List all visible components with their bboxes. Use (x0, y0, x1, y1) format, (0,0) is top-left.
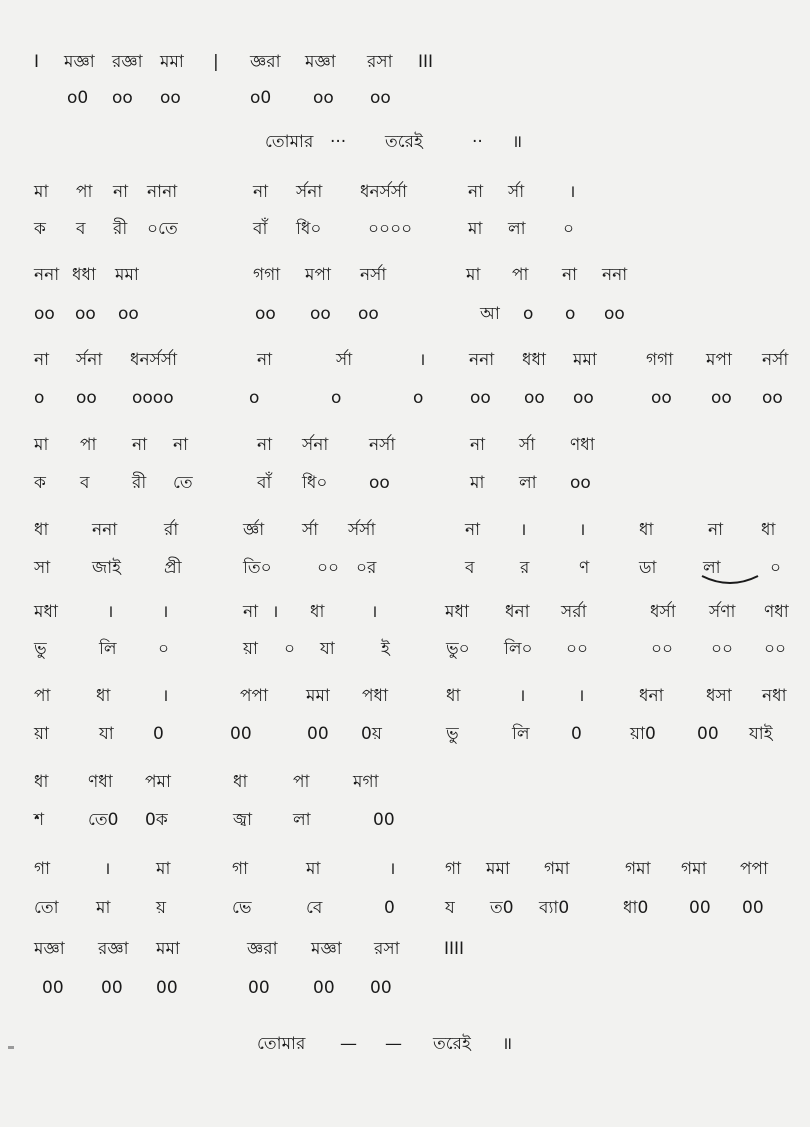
notation-cell: — (340, 1034, 357, 1054)
notation-cell: o (565, 304, 576, 324)
notation-cell: রজ্ঞা (112, 52, 143, 72)
notation-cell: না (562, 265, 578, 285)
notation-cell: নর্সা (762, 350, 789, 370)
notation-cell: ০০ (566, 639, 589, 659)
notation-cell: জ্ঞরা (250, 52, 281, 72)
notation-cell: মা (34, 182, 49, 202)
notation-line (0, 50, 810, 84)
slur-mark (700, 572, 760, 588)
notation-line (0, 976, 810, 1010)
notation-cell: ণধা (570, 435, 595, 455)
notation-cell: মমা (156, 939, 180, 959)
notation-cell: ব (76, 219, 86, 239)
notation-cell: ০০০০ (368, 219, 413, 239)
notation-line (0, 518, 810, 552)
notation-cell: লা (703, 558, 721, 578)
notation-cell: ণধা (764, 602, 789, 622)
notation-cell: ভু (446, 724, 459, 744)
notation-cell: তরেই (433, 1034, 471, 1054)
notation-cell: গমা (625, 859, 651, 879)
notation-cell: ·· (472, 132, 483, 152)
notation-cell: না (243, 602, 259, 622)
notation-cell: 00 (248, 978, 270, 998)
notation-cell: । (162, 602, 169, 622)
notation-line (0, 556, 810, 590)
notation-cell: পা (76, 182, 93, 202)
notation-cell: র্সনা (76, 350, 103, 370)
notation-cell: ব (80, 473, 90, 493)
notation-cell: তরেই (385, 132, 423, 152)
notation-cell: জ্বা (233, 810, 253, 830)
notation-cell: IIII (444, 939, 465, 959)
notation-cell: 00 (689, 898, 711, 918)
notation-cell: ধনর্সর্সা (360, 182, 408, 202)
notation-cell: 00 (373, 810, 395, 830)
notation-cell: লা (519, 473, 537, 493)
notation-cell: ০তে (147, 219, 178, 239)
notation-cell: ব (465, 558, 475, 578)
notation-cell: 0য় (361, 724, 382, 744)
notation-cell: । (578, 686, 585, 706)
notation-line (0, 348, 810, 382)
notation-cell: না (253, 182, 269, 202)
notation-cell: তি০ (243, 558, 272, 578)
notation-cell: সর্রা (561, 602, 587, 622)
notation-line (0, 600, 810, 634)
notation-cell: । (162, 686, 169, 706)
notation-cell: 00 (742, 898, 764, 918)
notation-cell: না (465, 520, 481, 540)
notation-cell: ধি০ (302, 473, 328, 493)
notation-cell: ব্যা0 (539, 898, 570, 918)
notation-cell: লা (508, 219, 526, 239)
notation-cell: oo (573, 388, 594, 408)
notation-cell: পা (34, 686, 51, 706)
notation-line (0, 684, 810, 718)
notation-cell: ধা (34, 520, 49, 540)
notation-cell: ॥ (502, 1034, 513, 1054)
notation-cell: ০০ (317, 558, 340, 578)
notation-cell: র্সা (519, 435, 536, 455)
notation-cell: র (520, 558, 530, 578)
notation-cell: গা (232, 859, 249, 879)
notation-cell: গা (445, 859, 462, 879)
notation-cell: । (569, 182, 576, 202)
notation-cell: না (257, 435, 273, 455)
notation-cell: পা (293, 772, 310, 792)
notation-line (0, 637, 810, 671)
notation-cell: ধনা (639, 686, 664, 706)
notation-cell: oo (369, 473, 390, 493)
notation-cell: পমা (145, 772, 171, 792)
notation-cell: নর্সা (360, 265, 387, 285)
notation-cell: 00 (42, 978, 64, 998)
notation-cell: ডা (639, 558, 657, 578)
notation-line (0, 857, 810, 891)
notation-line (0, 217, 810, 251)
notation-cell: নানা (147, 182, 178, 202)
notation-cell: তে0 (88, 810, 119, 830)
notation-cell: ননা (469, 350, 495, 370)
notation-cell: য়া (34, 724, 49, 744)
notation-cell: ধা (233, 772, 248, 792)
notation-cell: র্সণা (709, 602, 736, 622)
notation-line (0, 86, 810, 120)
notation-cell: oo (118, 304, 139, 324)
notation-line (0, 386, 810, 420)
notation-cell: পা (80, 435, 97, 455)
notation-cell: মা (466, 265, 481, 285)
notation-cell: ত0 (490, 898, 514, 918)
notation-cell: ক (34, 219, 46, 239)
notation-cell: । (579, 520, 586, 540)
notation-cell: oo (310, 304, 331, 324)
notation-cell: । (104, 859, 111, 879)
notation-cell: ধা (761, 520, 776, 540)
notation-cell: ননা (602, 265, 628, 285)
notation-cell: জ্ঞরা (247, 939, 278, 959)
notation-cell: মা (306, 859, 321, 879)
notation-cell: মপা (305, 265, 331, 285)
notation-cell: র্সর্সা (348, 520, 376, 540)
notation-cell: ০০ (764, 639, 787, 659)
notation-line (0, 808, 810, 842)
notation-cell: পধা (362, 686, 388, 706)
notation-cell: ধা (446, 686, 461, 706)
notation-cell: oo (762, 388, 783, 408)
notation-cell: য় (156, 898, 167, 918)
notation-cell: মমা (486, 859, 510, 879)
notation-cell: তে (173, 473, 193, 493)
notation-line (0, 263, 810, 297)
notation-cell: না (113, 182, 129, 202)
notation-cell: ধনা (505, 602, 530, 622)
notation-cell: না (257, 350, 273, 370)
notation-cell: র্জ্ঞা (243, 520, 265, 540)
notation-cell: o (249, 388, 260, 408)
notation-cell: ভু০ (446, 639, 470, 659)
notation-cell: ই (381, 639, 390, 659)
notation-cell: মা (156, 859, 171, 879)
notation-cell: ভু (34, 639, 47, 659)
notation-cell: আ (480, 304, 500, 324)
notation-cell: o0 (67, 88, 89, 108)
notation-line (0, 722, 810, 756)
notation-cell: না (173, 435, 189, 455)
notation-cell: o (331, 388, 342, 408)
notation-line (0, 1032, 810, 1066)
notation-line (0, 896, 810, 930)
notation-cell: পা (512, 265, 529, 285)
notation-cell: ভে (232, 898, 252, 918)
notation-cell: oo (255, 304, 276, 324)
notation-cell: যা (99, 724, 114, 744)
notation-cell: না (468, 182, 484, 202)
notation-cell: পপা (240, 686, 269, 706)
notation-cell: ধর্সা (650, 602, 676, 622)
notation-line (0, 471, 810, 505)
notation-cell: রসা (367, 52, 393, 72)
notation-cell: গমা (544, 859, 570, 879)
notation-cell: লি (512, 724, 530, 744)
notation-cell: র্সা (302, 520, 319, 540)
notation-cell: বাঁ (253, 219, 268, 239)
notation-cell: o (523, 304, 534, 324)
notation-cell: না (132, 435, 148, 455)
scan-speck (8, 1046, 14, 1049)
notation-cell: তোমার (265, 132, 314, 152)
notation-cell: ধা (310, 602, 325, 622)
notation-cell: oo (570, 473, 591, 493)
notation-line (0, 302, 810, 336)
notation-cell: মগা (353, 772, 379, 792)
notation-cell: oo (75, 304, 96, 324)
notation-cell: বাঁ (257, 473, 272, 493)
notation-cell: মমা (160, 52, 184, 72)
notation-cell: র্সনা (296, 182, 323, 202)
notation-cell: oo (470, 388, 491, 408)
notation-cell: বে (306, 898, 323, 918)
notation-cell: য়া (243, 639, 258, 659)
notation-cell: ॥ (512, 132, 523, 152)
notation-cell: । (107, 602, 114, 622)
notation-cell: oo (34, 304, 55, 324)
notation-cell: III (418, 52, 434, 72)
notation-cell: oo (370, 88, 391, 108)
notation-cell: oo (358, 304, 379, 324)
notation-cell: মজ্ঞা (64, 52, 95, 72)
notation-cell: o (413, 388, 424, 408)
notation-cell: গগা (253, 265, 281, 285)
notation-cell: নধা (762, 686, 787, 706)
notation-cell: তো (34, 898, 59, 918)
notation-cell: সা (34, 558, 51, 578)
notation-cell: মমা (573, 350, 597, 370)
notation-cell: oo (604, 304, 625, 324)
notation-cell: oo (76, 388, 97, 408)
notation-cell: র্সা (508, 182, 525, 202)
notation-cell: 00 (156, 978, 178, 998)
notation-cell: ননা (34, 265, 60, 285)
notation-cell: প্রী (164, 558, 182, 578)
notation-cell: মপা (706, 350, 732, 370)
notation-cell: oo (313, 88, 334, 108)
notation-cell: য়া0 (630, 724, 656, 744)
notation-cell: মজ্ঞা (311, 939, 342, 959)
notation-cell: ০০ (651, 639, 674, 659)
notation-cell: গা (34, 859, 51, 879)
notation-cell: লি (99, 639, 117, 659)
notation-cell: জাই (92, 558, 121, 578)
notation-cell: ধি০ (296, 219, 322, 239)
notation-cell: মা (468, 219, 483, 239)
notation-cell: — (385, 1034, 402, 1054)
notation-cell: রজ্ঞা (98, 939, 129, 959)
notation-cell: oo (711, 388, 732, 408)
notation-cell: oo (651, 388, 672, 408)
notation-cell: না (34, 350, 50, 370)
notation-cell: । (519, 686, 526, 706)
notation-cell: । (272, 602, 279, 622)
notation-cell: । (419, 350, 426, 370)
notation-cell: ধা0 (623, 898, 649, 918)
notation-cell: ধনর্সর্সা (130, 350, 178, 370)
notation-cell: 00 (370, 978, 392, 998)
notation-cell: ধা (639, 520, 654, 540)
notation-cell: ০ (770, 558, 782, 578)
notation-cell: oooo (132, 388, 174, 408)
notation-cell: ··· (330, 132, 347, 152)
notation-cell: মজ্ঞা (34, 939, 65, 959)
notation-cell: I (34, 52, 40, 72)
notation-cell: ০র (356, 558, 377, 578)
notation-cell: পপা (740, 859, 769, 879)
notation-cell: র্রা (164, 520, 179, 540)
notation-cell: 0ক (145, 810, 168, 830)
notation-cell: র্সা (336, 350, 353, 370)
notation-line (0, 130, 810, 164)
notation-cell: ক (34, 473, 46, 493)
notation-cell: 00 (101, 978, 123, 998)
notation-cell: ০ (563, 219, 575, 239)
notation-cell: মমা (115, 265, 139, 285)
notation-cell: o (34, 388, 45, 408)
notation-cell: মা (470, 473, 485, 493)
notation-cell: গমা (681, 859, 707, 879)
notation-line (0, 180, 810, 214)
notation-cell: oo (160, 88, 181, 108)
notation-cell: ধসা (706, 686, 732, 706)
notation-cell: oo (112, 88, 133, 108)
notation-cell: মধা (34, 602, 58, 622)
notation-cell: রী (113, 219, 128, 239)
notation-cell: না (708, 520, 724, 540)
notation-cell: oo (524, 388, 545, 408)
notation-cell: নর্সা (369, 435, 396, 455)
notation-cell: 00 (313, 978, 335, 998)
notation-cell: ০০ (711, 639, 734, 659)
notation-cell: র্সনা (302, 435, 329, 455)
notation-cell: ধা (96, 686, 111, 706)
notation-cell: 00 (230, 724, 252, 744)
notation-cell: ণ (579, 558, 590, 578)
notation-line (0, 937, 810, 971)
notation-cell: ননা (92, 520, 118, 540)
notation-cell: ০ (158, 639, 170, 659)
notation-cell: যাই (749, 724, 773, 744)
notation-cell: । (520, 520, 527, 540)
notation-cell: । (389, 859, 396, 879)
notation-cell: 0 (384, 898, 395, 918)
notation-cell: শ (34, 810, 45, 830)
notation-cell: 0 (153, 724, 164, 744)
notation-cell: | (213, 52, 219, 72)
notation-cell: 0 (571, 724, 582, 744)
notation-cell: রসা (374, 939, 400, 959)
notation-cell: মধা (445, 602, 469, 622)
notation-cell: ধা (34, 772, 49, 792)
notation-cell: লা (293, 810, 311, 830)
notation-line (0, 770, 810, 804)
notation-cell: o0 (250, 88, 272, 108)
notation-cell: মা (96, 898, 111, 918)
notation-cell: মজ্ঞা (305, 52, 336, 72)
notation-cell: মমা (306, 686, 330, 706)
notation-cell: ণধা (88, 772, 113, 792)
notation-cell: । (371, 602, 378, 622)
notation-cell: ধধা (72, 265, 96, 285)
notation-cell: ধধা (522, 350, 546, 370)
notation-cell: না (470, 435, 486, 455)
notation-cell: যা (320, 639, 335, 659)
notation-cell: লি০ (504, 639, 533, 659)
notation-cell: রী (132, 473, 147, 493)
notation-cell: য (445, 898, 455, 918)
notation-cell: 00 (307, 724, 329, 744)
notation-cell: তোমার (257, 1034, 306, 1054)
notation-cell: 00 (697, 724, 719, 744)
notation-cell: ০ (284, 639, 296, 659)
notation-line (0, 433, 810, 467)
notation-cell: গগা (646, 350, 674, 370)
notation-cell: মা (34, 435, 49, 455)
